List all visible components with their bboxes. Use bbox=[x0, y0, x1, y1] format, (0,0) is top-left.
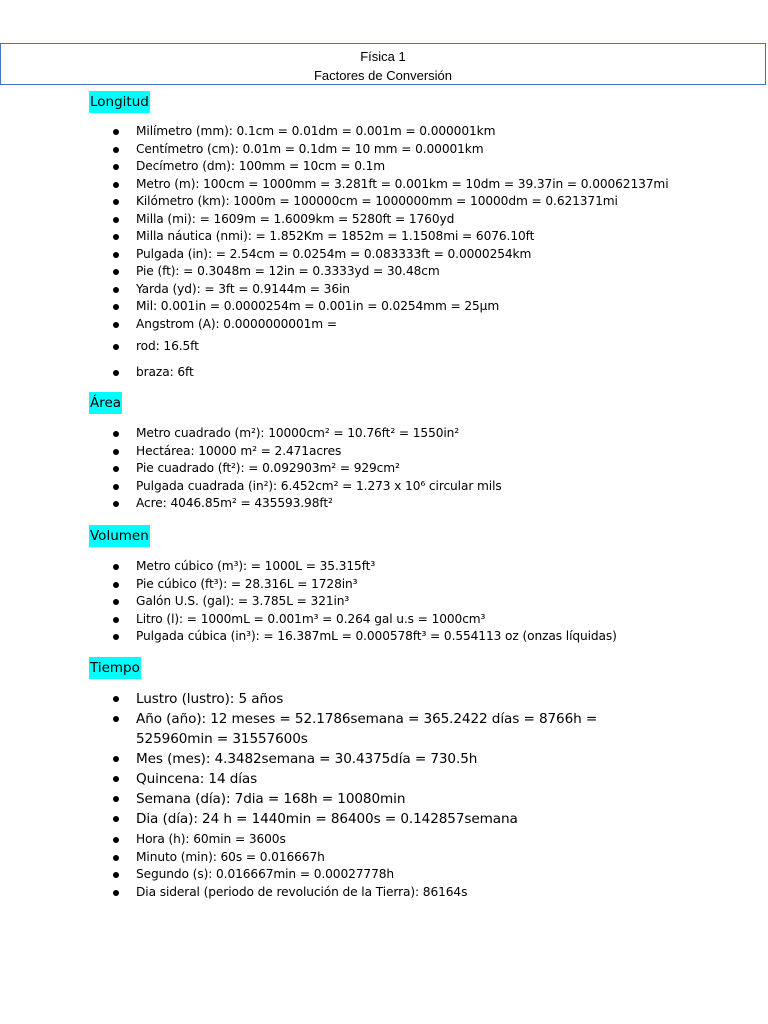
course-title: Física 1 bbox=[360, 49, 406, 64]
list-item: Pie cúbico (ft³): = 28.316L = 1728in³ bbox=[0, 576, 617, 594]
list-item: rod: 16.5ft bbox=[0, 338, 199, 356]
list-item: Angstrom (A): 0.0000000001m = bbox=[0, 316, 668, 334]
list-item: Mes (mes): 4.3482semana = 30.4375día = 730.5h bbox=[0, 749, 768, 769]
section-heading-tiempo: Tiempo bbox=[89, 657, 141, 679]
list-item: Dia sideral (periodo de revolución de la Tierra): 86164s bbox=[0, 884, 467, 902]
longitud-extra-list bbox=[0, 338, 199, 389]
section-heading-volumen: Volumen bbox=[89, 525, 150, 547]
list-item: Litro (l): = 1000mL = 0.001m³ = 0.264 gal u.s = 1000cm³ bbox=[0, 611, 617, 629]
list-item: Decímetro (dm): 100mm = 10cm = 0.1m bbox=[0, 158, 668, 176]
list-item: Pie (ft): = 0.3048m = 12in = 0.3333yd = 30.48cm bbox=[0, 263, 668, 281]
title-box bbox=[0, 43, 766, 85]
list-item: Lustro (lustro): 5 años bbox=[0, 689, 768, 709]
section-heading-longitud: Longitud bbox=[89, 91, 150, 113]
list-item: braza: 6ft bbox=[0, 364, 199, 382]
area-list bbox=[0, 425, 502, 513]
list-item: Metro cuadrado (m²): 10000cm² = 10.76ft² = 1550in² bbox=[0, 425, 502, 443]
section-heading-area: Área bbox=[89, 392, 122, 414]
list-item: Año (año): 12 meses = 52.1786semana = 365.2422 días = 8766h = 525960min = 31557600s bbox=[0, 709, 768, 749]
tiempo-list-small bbox=[0, 831, 467, 901]
list-item: Segundo (s): 0.016667min = 0.00027778h bbox=[0, 866, 467, 884]
tiempo-list-large bbox=[0, 689, 768, 829]
list-item: Pie cuadrado (ft²): = 0.092903m² = 929cm² bbox=[0, 460, 502, 478]
volumen-list bbox=[0, 558, 617, 646]
list-item: Hora (h): 60min = 3600s bbox=[0, 831, 467, 849]
list-item: Metro cúbico (m³): = 1000L = 35.315ft³ bbox=[0, 558, 617, 576]
document-title: Factores de Conversión bbox=[313, 68, 452, 83]
list-item: Pulgada cúbica (in³): = 16.387mL = 0.000578ft³ = 0.554113 oz (onzas líquidas) bbox=[0, 628, 617, 646]
list-item: Milímetro (mm): 0.1cm = 0.01dm = 0.001m = 0.000001km bbox=[0, 123, 668, 141]
list-item: Pulgada cuadrada (in²): 6.452cm² = 1.273 x 10⁶ circular mils bbox=[0, 478, 502, 496]
list-item: Galón U.S. (gal): = 3.785L = 321in³ bbox=[0, 593, 617, 611]
list-item: Milla (mi): = 1609m = 1.6009km = 5280ft = 1760yd bbox=[0, 211, 668, 229]
list-item: Pulgada (in): = 2.54cm = 0.0254m = 0.083333ft = 0.0000254km bbox=[0, 246, 668, 264]
list-item: Mil: 0.001in = 0.0000254m = 0.001in = 0.0254mm = 25µm bbox=[0, 298, 668, 316]
list-item: Minuto (min): 60s = 0.016667h bbox=[0, 849, 467, 867]
list-item: Acre: 4046.85m² = 435593.98ft² bbox=[0, 495, 502, 513]
list-item: Centímetro (cm): 0.01m = 0.1dm = 10 mm = 0.00001km bbox=[0, 141, 668, 159]
list-item: Milla náutica (nmi): = 1.852Km = 1852m = 1.1508mi = 6076.10ft bbox=[0, 228, 668, 246]
list-item: Quincena: 14 días bbox=[0, 769, 768, 789]
list-item: Kilómetro (km): 1000m = 100000cm = 1000000mm = 10000dm = 0.621371mi bbox=[0, 193, 668, 211]
list-item: Hectárea: 10000 m² = 2.471acres bbox=[0, 443, 502, 461]
list-item: Yarda (yd): = 3ft = 0.9144m = 36in bbox=[0, 281, 668, 299]
longitud-list bbox=[0, 123, 668, 333]
list-item: Metro (m): 100cm = 1000mm = 3.281ft = 0.001km = 10dm = 39.37in = 0.00062137mi bbox=[0, 176, 668, 194]
list-item: Dia (día): 24 h = 1440min = 86400s = 0.142857semana bbox=[0, 809, 768, 829]
list-item: Semana (día): 7dia = 168h = 10080min bbox=[0, 789, 768, 809]
